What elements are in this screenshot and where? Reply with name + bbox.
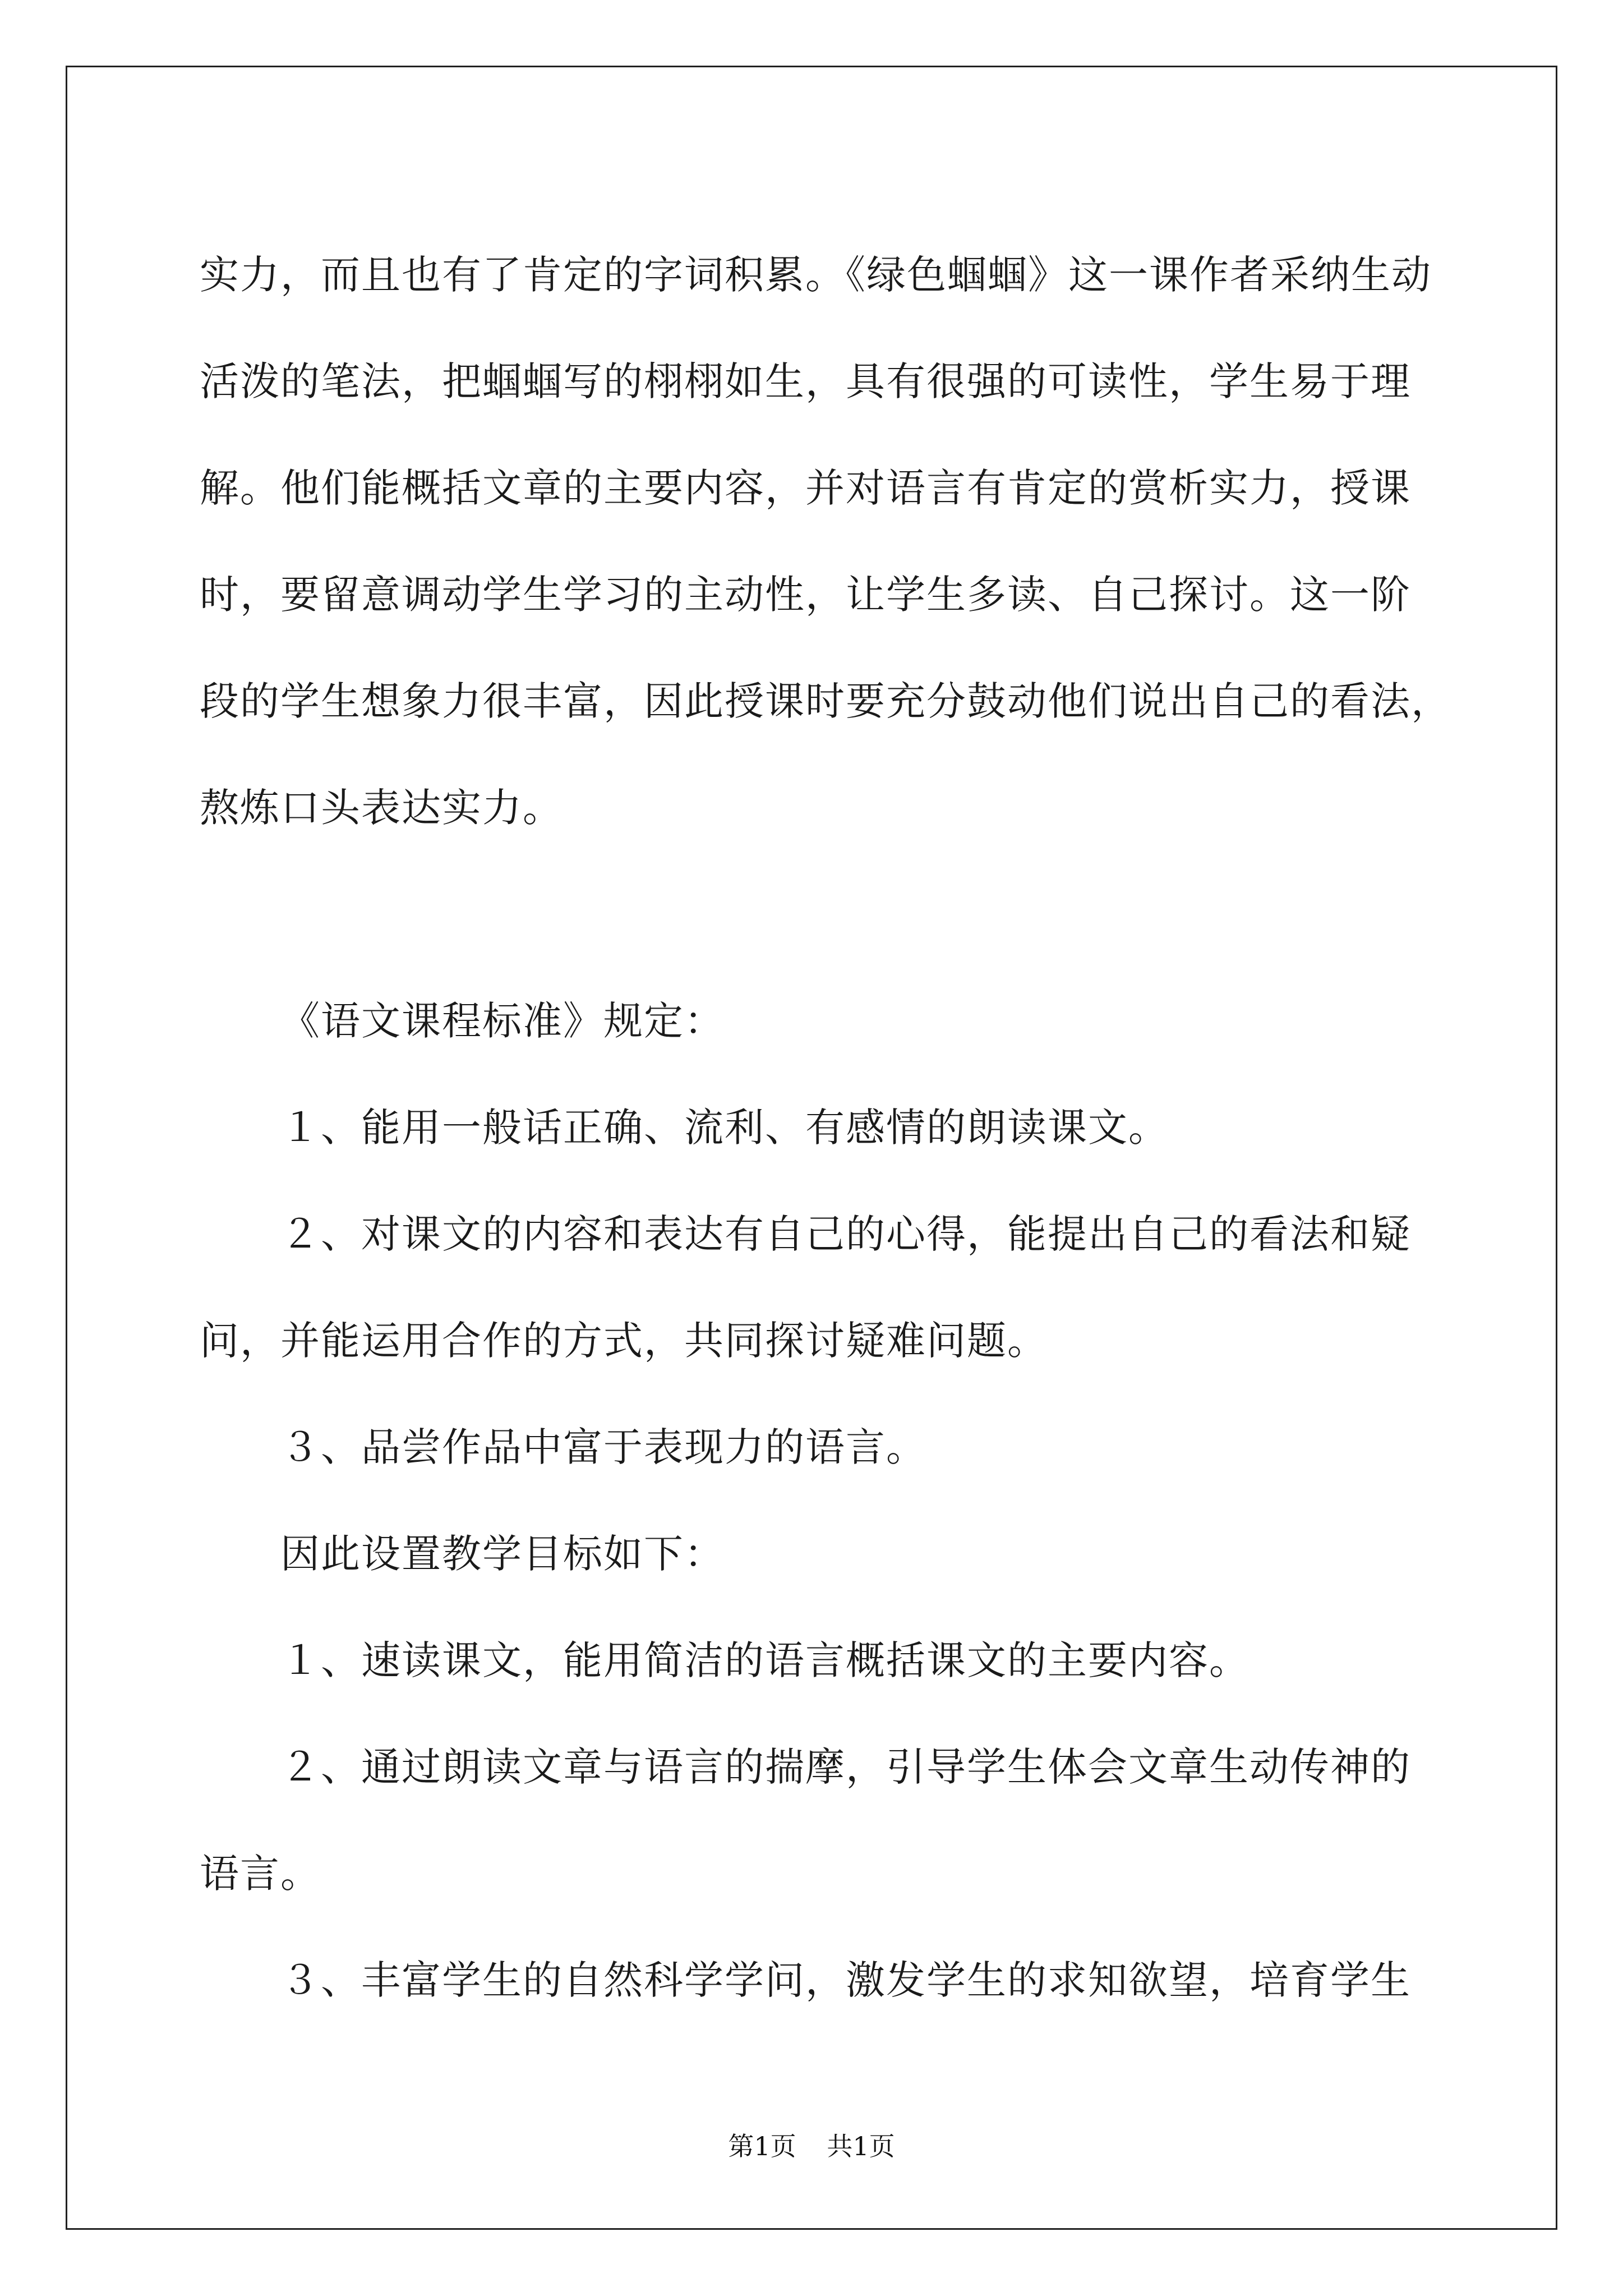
goal-item: １、速读课文，能用简洁的语言概括课文的主要内容。 xyxy=(280,1637,1249,1683)
goal-item: ２、通过朗读文章与语言的揣摩，引导学生体会文章生动传神的 xyxy=(280,1744,1411,1790)
paragraph-gap xyxy=(200,861,1467,968)
standard-item: １、能用一般话正确、流利、有感情的朗读课文。 xyxy=(280,1105,1169,1151)
text-line: 活泼的笔法，把蝈蝈写的栩栩如生，具有很强的可读性，学生易于理 xyxy=(200,358,1411,404)
section-heading-standard: 《语文课程标准》规定： xyxy=(280,998,725,1044)
standard-item-continuation: 问，并能运用合作的方式，共同探讨疑难问题。 xyxy=(200,1318,1048,1364)
text-line: 熬炼口头表达实力。 xyxy=(200,785,563,831)
text-line: 实力，而且也有了肯定的字词积累。《绿色蝈蝈》这一课作者采纳生动 xyxy=(200,252,1432,298)
page-footer xyxy=(0,2131,1623,2162)
goal-item: ３、丰富学生的自然科学学问，激发学生的求知欲望，培育学生 xyxy=(280,1957,1411,2003)
standard-item: ３、品尝作品中富于表现力的语言。 xyxy=(280,1424,926,1470)
section-heading-goals: 因此设置教学目标如下： xyxy=(280,1531,725,1577)
text-line: 段的学生想象力很丰富，因此授课时要充分鼓动他们说出自己的看法， xyxy=(200,678,1451,724)
goal-item-continuation: 语言。 xyxy=(200,1851,321,1897)
document-body xyxy=(200,222,1467,2033)
standard-item: ２、对课文的内容和表达有自己的心得，能提出自己的看法和疑 xyxy=(280,1211,1411,1257)
page-total: 共1页 xyxy=(827,2131,895,2161)
text-line: 时，要留意调动学生学习的主动性，让学生多读、自己探讨。这一阶 xyxy=(200,572,1411,618)
text-line: 解。他们能概括文章的主要内容，并对语言有肯定的赏析实力，授课 xyxy=(200,465,1411,511)
page-number: 第1页 xyxy=(728,2131,796,2161)
